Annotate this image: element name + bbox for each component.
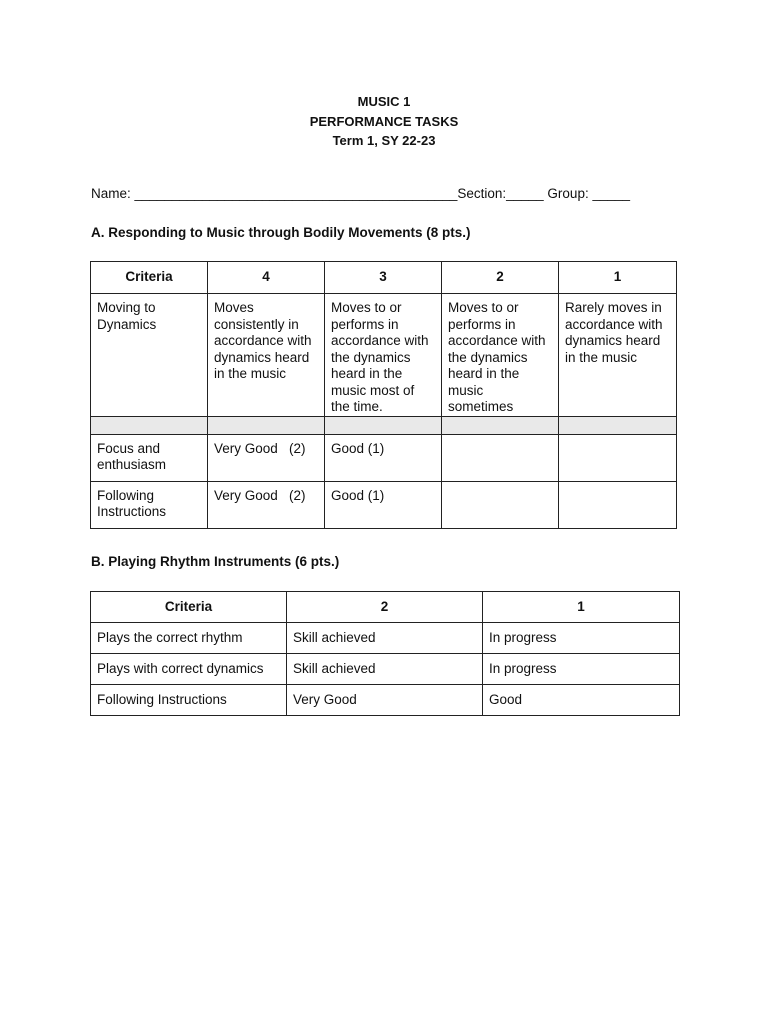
rubric-table-a	[90, 261, 677, 529]
table-cell: Very Good (2)	[208, 481, 325, 528]
table-cell: Moves consistently in accordance with dynamics heard in the music	[208, 294, 325, 417]
table-cell: Moves to or performs in accordance with the dynamics heard in the music sometimes	[442, 294, 559, 417]
table-cell: Good (1)	[325, 481, 442, 528]
table-cell	[208, 416, 325, 434]
section-b-heading: B. Playing Rhythm Instruments (6 pts.)	[91, 554, 340, 569]
table-cell	[559, 481, 677, 528]
table-cell: Skill achieved	[287, 654, 483, 685]
table-cell	[559, 416, 677, 434]
section-a-heading: A. Responding to Music through Bodily Movements (8 pts.)	[91, 225, 471, 240]
rubric-table-b	[90, 591, 680, 716]
table-cell: In progress	[483, 654, 680, 685]
column-header: 2	[287, 592, 483, 623]
table-cell: Good (1)	[325, 434, 442, 481]
criteria-cell: Following Instructions	[91, 481, 208, 528]
table-cell: Very Good	[287, 685, 483, 716]
column-header: 4	[208, 262, 325, 294]
table-cell: Skill achieved	[287, 623, 483, 654]
table-cell	[325, 416, 442, 434]
criteria-cell: Moving to Dynamics	[91, 294, 208, 417]
criteria-cell: Following Instructions	[91, 685, 287, 716]
title-course: MUSIC 1	[357, 94, 411, 109]
table-row	[91, 654, 680, 685]
table-row-shaded	[91, 416, 677, 434]
column-header: 1	[483, 592, 680, 623]
table-cell: Good	[483, 685, 680, 716]
table-cell	[91, 416, 208, 434]
table-cell	[442, 481, 559, 528]
column-header: 2	[442, 262, 559, 294]
column-header: 1	[559, 262, 677, 294]
document-title	[0, 92, 768, 151]
criteria-cell: Focus and enthusiasm	[91, 434, 208, 481]
table-cell: Moves to or performs in accordance with the dynamics heard in the music most of the time.	[325, 294, 442, 417]
column-header: Criteria	[91, 592, 287, 623]
table-cell: In progress	[483, 623, 680, 654]
table-row	[91, 294, 677, 417]
table-row	[91, 434, 677, 481]
table-row	[91, 623, 680, 654]
table-header-row	[91, 262, 677, 294]
table-row	[91, 685, 680, 716]
column-header: 3	[325, 262, 442, 294]
table-cell	[442, 434, 559, 481]
table-cell	[442, 416, 559, 434]
table-cell: Rarely moves in accordance with dynamics heard in the music	[559, 294, 677, 417]
criteria-cell: Plays with correct dynamics	[91, 654, 287, 685]
title-term: Term 1, SY 22-23	[332, 133, 436, 148]
column-header: Criteria	[91, 262, 208, 294]
title-tasks: PERFORMANCE TASKS	[309, 113, 459, 129]
table-row	[91, 481, 677, 528]
table-header-row	[91, 592, 680, 623]
table-cell	[559, 434, 677, 481]
table-cell: Very Good (2)	[208, 434, 325, 481]
criteria-cell: Plays the correct rhythm	[91, 623, 287, 654]
name-section-group-line: Name: ___________________________________________Section:_____ Group: _____	[91, 186, 630, 201]
